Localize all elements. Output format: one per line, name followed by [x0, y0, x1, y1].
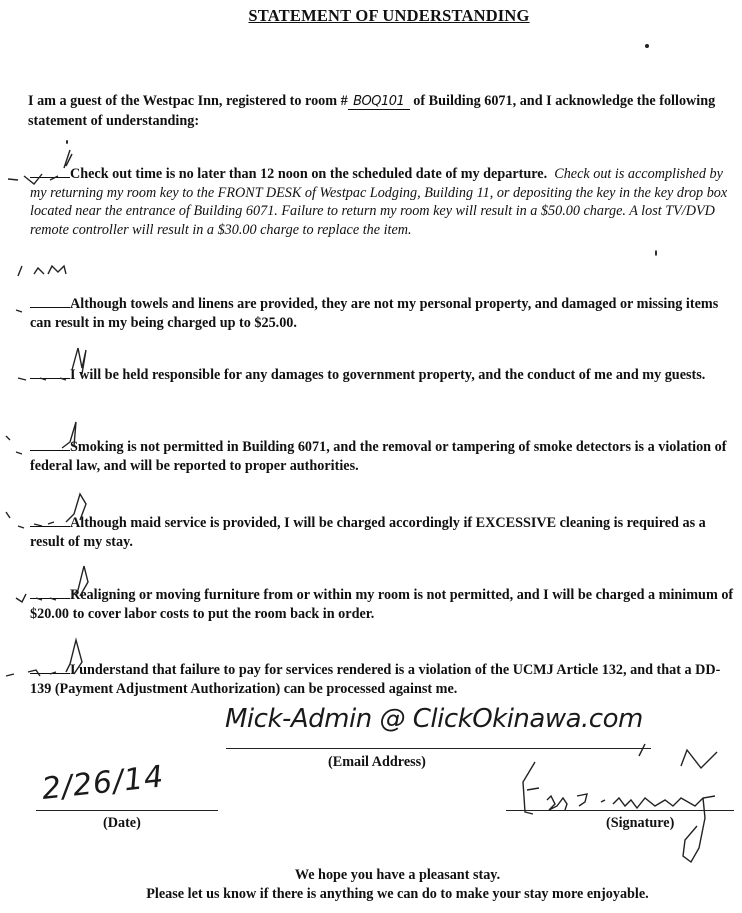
item-text-bold: Although maid service is provided, I will be charged accordingly if EXCESSIVE cleaning is required as a result of my stay. — [30, 515, 706, 550]
initial-mark-7 — [4, 634, 94, 680]
email-label: (Email Address) — [328, 754, 426, 770]
footer-line-1: We hope you have a pleasant stay. — [294, 867, 501, 883]
initial-mark-3 — [16, 342, 96, 386]
room-number-field[interactable]: BOQ101 — [348, 95, 410, 110]
statement-item-maid-service — [30, 514, 738, 551]
statement-item-linens — [30, 295, 738, 332]
scan-speck — [655, 250, 657, 256]
signature-label: (Signature) — [606, 815, 675, 831]
item-text-bold: Realigning or moving furniture from or within my room is not permitted, and I will be charged a minimum of $20.00 to cover labor costs to put the room back in order. — [30, 587, 734, 622]
item-text-bold: Smoking is not permitted in Building 6071, and the removal or tampering of smoke detectors is a violation of federal law, and will be reported to proper authorities. — [30, 439, 727, 474]
statement-item-ucmj — [30, 661, 738, 698]
statement-item-checkout — [30, 165, 738, 239]
statement-item-smoking — [30, 438, 738, 475]
intro-text-after: of Building 6071, and I acknowledge the following statement of understanding: — [28, 93, 716, 129]
intro-statement — [28, 91, 733, 131]
scan-speck — [66, 140, 68, 144]
signature-underline — [506, 810, 734, 811]
item-text-bold: Although towels and linens are provided, they are not my personal property, and damaged or missing items can result in my being charged up to $25.00. — [30, 296, 719, 331]
signature-mark[interactable] — [505, 740, 735, 870]
item-text-italic: Check out is accomplished by my returning my room key to the FRONT DESK of Westpac Lodging, Building 11, or depositing the key in the key drop box located near the entrance of Building 6071. Failure to return my room key will result in a $50.00 charge. A lost TV/DVD remote controller will result in a $30.00 charge to replace the item. — [30, 166, 728, 238]
initial-mark-2 — [14, 262, 84, 314]
item-text-bold: I understand that failure to pay for services rendered is a violation of the UCMJ Article 132, and that a DD-139 (Payment Adjustment Authorization) can be processed against me. — [30, 662, 721, 697]
document-title: STATEMENT OF UNDERSTANDING — [248, 6, 530, 25]
item-text-bold: Check out time is no later than 12 noon on the scheduled date of my departure. — [70, 166, 548, 182]
date-underline — [36, 810, 218, 811]
initial-mark-4 — [4, 412, 84, 456]
scan-speck — [645, 44, 649, 48]
item-text-bold: I will be held responsible for any damages to government property, and the conduct of me and my guests. — [70, 367, 706, 383]
initial-mark-6 — [14, 560, 94, 606]
email-value[interactable]: Mick-Admin @ ClickOkinawa.com — [225, 704, 643, 734]
date-label: (Date) — [103, 815, 141, 831]
footer-line-2: Please let us know if there is anything we can do to make your stay more enjoyable. — [146, 886, 649, 902]
initial-mark-1 — [4, 146, 84, 188]
statement-item-damages — [30, 366, 738, 385]
initial-mark-5 — [4, 486, 94, 532]
date-value[interactable]: 2/26/14 — [40, 759, 166, 807]
statement-item-furniture — [30, 586, 738, 623]
intro-text-before: I am a guest of the Westpac Inn, registered to room # — [28, 93, 348, 109]
